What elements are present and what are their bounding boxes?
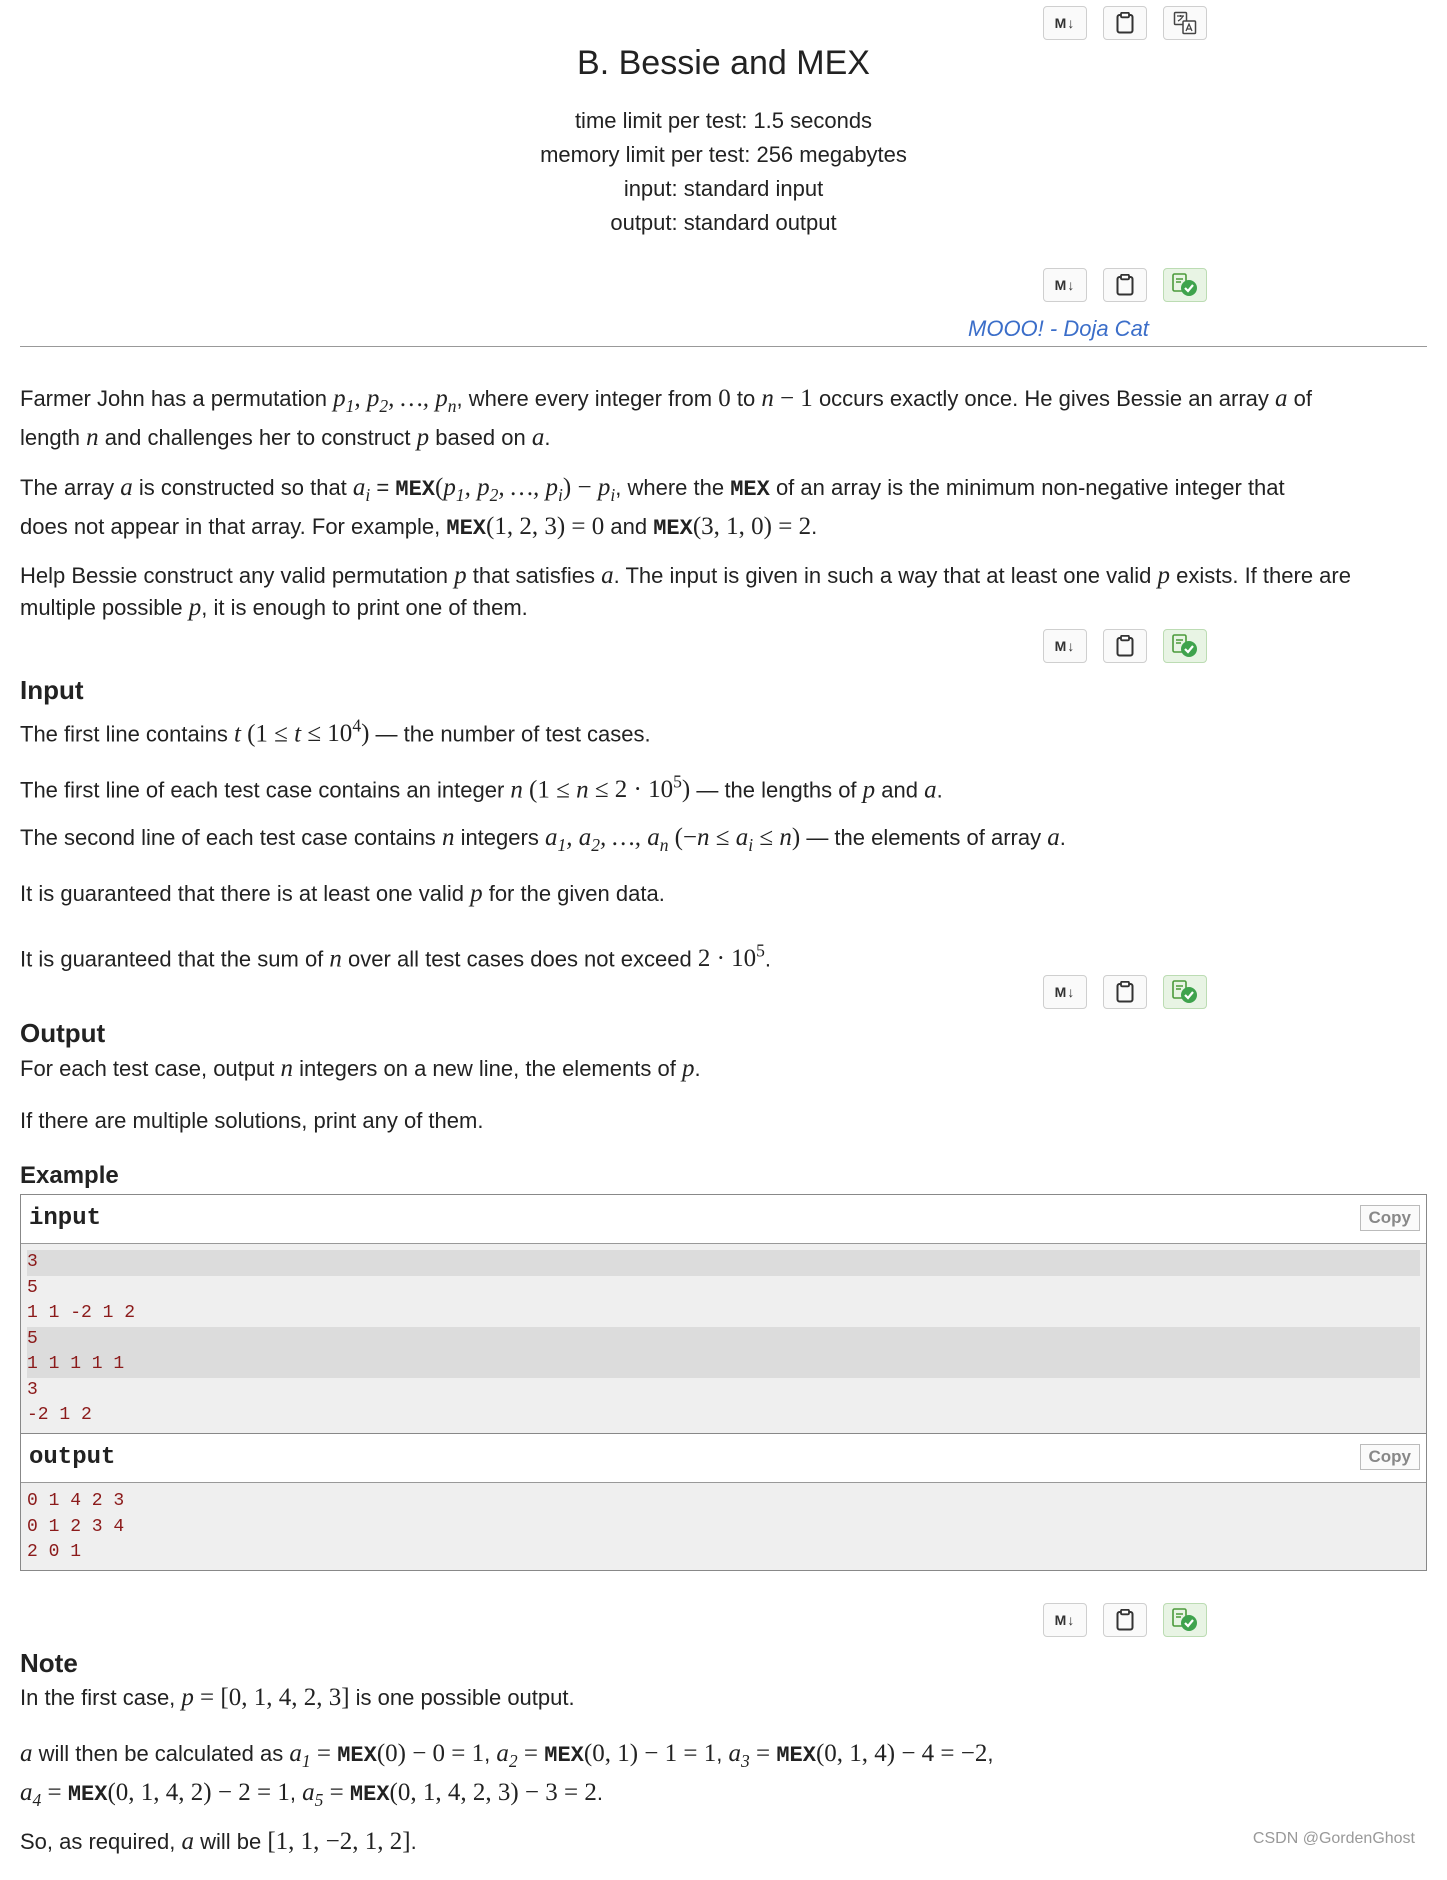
copied-button[interactable]: [1163, 268, 1207, 302]
output-spec: output: standard output: [610, 210, 837, 235]
statement-paragraph-1: Farmer John has a permutation $p_1$, $p_2$, …, $p_n$, where every integer from 0 to n − 1 occurs exactly once. He gives Bessie an array a of length n and challenges her to construct p based on a.: [20, 385, 1313, 451]
copy-input-button[interactable]: Copy: [1360, 1205, 1421, 1231]
sample-output-body: [21, 1483, 1426, 1570]
input-title: Input: [20, 675, 84, 705]
copied-check-icon: [1171, 633, 1199, 659]
note-line-2: a will then be calculated as $a_1 = MEX(0) - 0 = 1$, $a_2 = MEX(0$, 1) − 1 = 1, $a_3 = MEX(0$, 1, 4) − 4 = −2, $a_4 = MEX(0$, 1, 4, 2) − 2 = 1, $a_5 = MEX(0$, 1, 4, 2, 3) − 3 = 2.: [20, 1740, 994, 1810]
copied-button[interactable]: [1163, 629, 1207, 663]
input-line-1: The first line contains t $(1 \le t \le 10^4)$ — the number of test cases.: [20, 716, 651, 748]
sample-input-line: 3: [27, 1379, 38, 1400]
watermark: CSDN @GordenGhost: [1252, 1830, 1415, 1847]
markdown-icon: M↓: [1054, 1612, 1076, 1628]
input-line-5: It is guaranteed that the sum of n over all test cases does not exceed $2 \cdot 10^5$.: [20, 941, 772, 973]
copied-button[interactable]: [1163, 1603, 1207, 1637]
markdown-button[interactable]: [1043, 6, 1087, 40]
sample-output-label: output: [29, 1444, 116, 1471]
sample-output-line: 2 0 1: [27, 1542, 82, 1562]
sample-output-line: 0 1 2 3 4: [27, 1516, 125, 1537]
problem-limits: [0, 104, 1447, 240]
input-line-2: The first line of each test case contains an integer n $(1 \le n \le 2 \cdot 10^5)$ — the lengths of p and a.: [20, 772, 943, 804]
markdown-icon: M↓: [1054, 984, 1076, 1000]
clipboard-icon: [1116, 1609, 1134, 1631]
markdown-icon: M↓: [1054, 15, 1076, 31]
statement-paragraph-3: Help Bessie construct any valid permutation p that satisfies a. The input is given in such a way that at least one valid p exists. If there are multiple possible p, it is enough to print one of them.: [20, 562, 1351, 621]
song-link[interactable]: MOOO! - Doja Cat: [968, 316, 1149, 341]
copied-button[interactable]: [1163, 975, 1207, 1009]
sample-input-line: 3: [27, 1250, 1420, 1276]
statement-paragraph-2: The array a is constructed so that $a_i = MEX(p_1$, $p_2$, …, $p_i) - p_i$, where the MEX of an array is the minimum non-negative integer that does not appear in that array. For example, MEX(1, 2, 3) = 0 and MEX(3, 1, 0) = 2.: [20, 474, 1285, 541]
translate-icon: [1173, 11, 1197, 35]
problem-title: B. Bessie and MEX: [577, 44, 870, 82]
markdown-button[interactable]: [1043, 629, 1087, 663]
sample-input-line: 5: [27, 1327, 1420, 1353]
output-title: Output: [20, 1018, 106, 1048]
sample-input-line: -2 1 2: [27, 1405, 92, 1425]
sample-output-header: [21, 1434, 1426, 1483]
copied-check-icon: [1171, 1607, 1199, 1633]
header-toolbar: [1043, 6, 1207, 40]
output-toolbar: [1043, 975, 1207, 1009]
output-line-2: If there are multiple solutions, print any of them.: [20, 1108, 484, 1133]
markdown-icon: M↓: [1054, 638, 1076, 654]
sample-input-label: input: [29, 1205, 102, 1232]
clipboard-icon: [1116, 981, 1134, 1003]
sample-output-line: 0 1 4 2 3: [27, 1491, 125, 1511]
copied-check-icon: [1171, 272, 1199, 298]
clipboard-button[interactable]: [1103, 629, 1147, 663]
divider: [20, 346, 1427, 347]
input-toolbar: [1043, 629, 1207, 663]
copied-check-icon: [1171, 979, 1199, 1005]
markdown-button[interactable]: [1043, 1603, 1087, 1637]
clipboard-button[interactable]: [1103, 6, 1147, 40]
sample-input-line: 1 1 -2 1 2: [27, 1303, 136, 1323]
sample-input-header: [21, 1195, 1426, 1244]
note-title: Note: [20, 1648, 78, 1678]
translate-button[interactable]: [1163, 6, 1207, 40]
output-line-1: For each test case, output n integers on a new line, the elements of p.: [20, 1055, 701, 1082]
input-spec: input: standard input: [623, 176, 824, 201]
note-toolbar: [1043, 1603, 1207, 1637]
sample-input-box: [20, 1194, 1427, 1434]
sample-output-box: [20, 1434, 1427, 1571]
memory-limit: memory limit per test: 256 megabytes: [540, 142, 907, 167]
note-line-1: In the first case, p = [0, 1, 4, 2, 3] is one possible output.: [20, 1684, 575, 1711]
clipboard-icon: [1116, 274, 1134, 296]
sample-input-line: 5: [27, 1277, 38, 1298]
clipboard-button[interactable]: [1103, 1603, 1147, 1637]
clipboard-button[interactable]: [1103, 975, 1147, 1009]
clipboard-icon: [1116, 635, 1134, 657]
input-line-3: The second line of each test case contains n integers $a_1$, $a_2$, …, $a_n$ $(-n \le a_i \le n)$ — the elements of array a.: [20, 824, 1066, 855]
markdown-button[interactable]: [1043, 268, 1087, 302]
time-limit: time limit per test: 1.5 seconds: [574, 108, 873, 133]
clipboard-button[interactable]: [1103, 268, 1147, 302]
note-line-3: So, as required, a will be [1, 1, −2, 1, 2].: [20, 1828, 417, 1855]
example-title: Example: [20, 1162, 119, 1189]
clipboard-icon: [1116, 12, 1134, 34]
input-line-4: It is guaranteed that there is at least one valid p for the given data.: [20, 880, 665, 907]
sample-input-body: [21, 1244, 1426, 1433]
statement-toolbar: [1043, 268, 1207, 302]
sample-input-line: 1 1 1 1 1: [27, 1352, 1420, 1378]
copy-output-button[interactable]: Copy: [1360, 1444, 1421, 1470]
markdown-button[interactable]: [1043, 975, 1087, 1009]
markdown-icon: M↓: [1054, 277, 1076, 293]
